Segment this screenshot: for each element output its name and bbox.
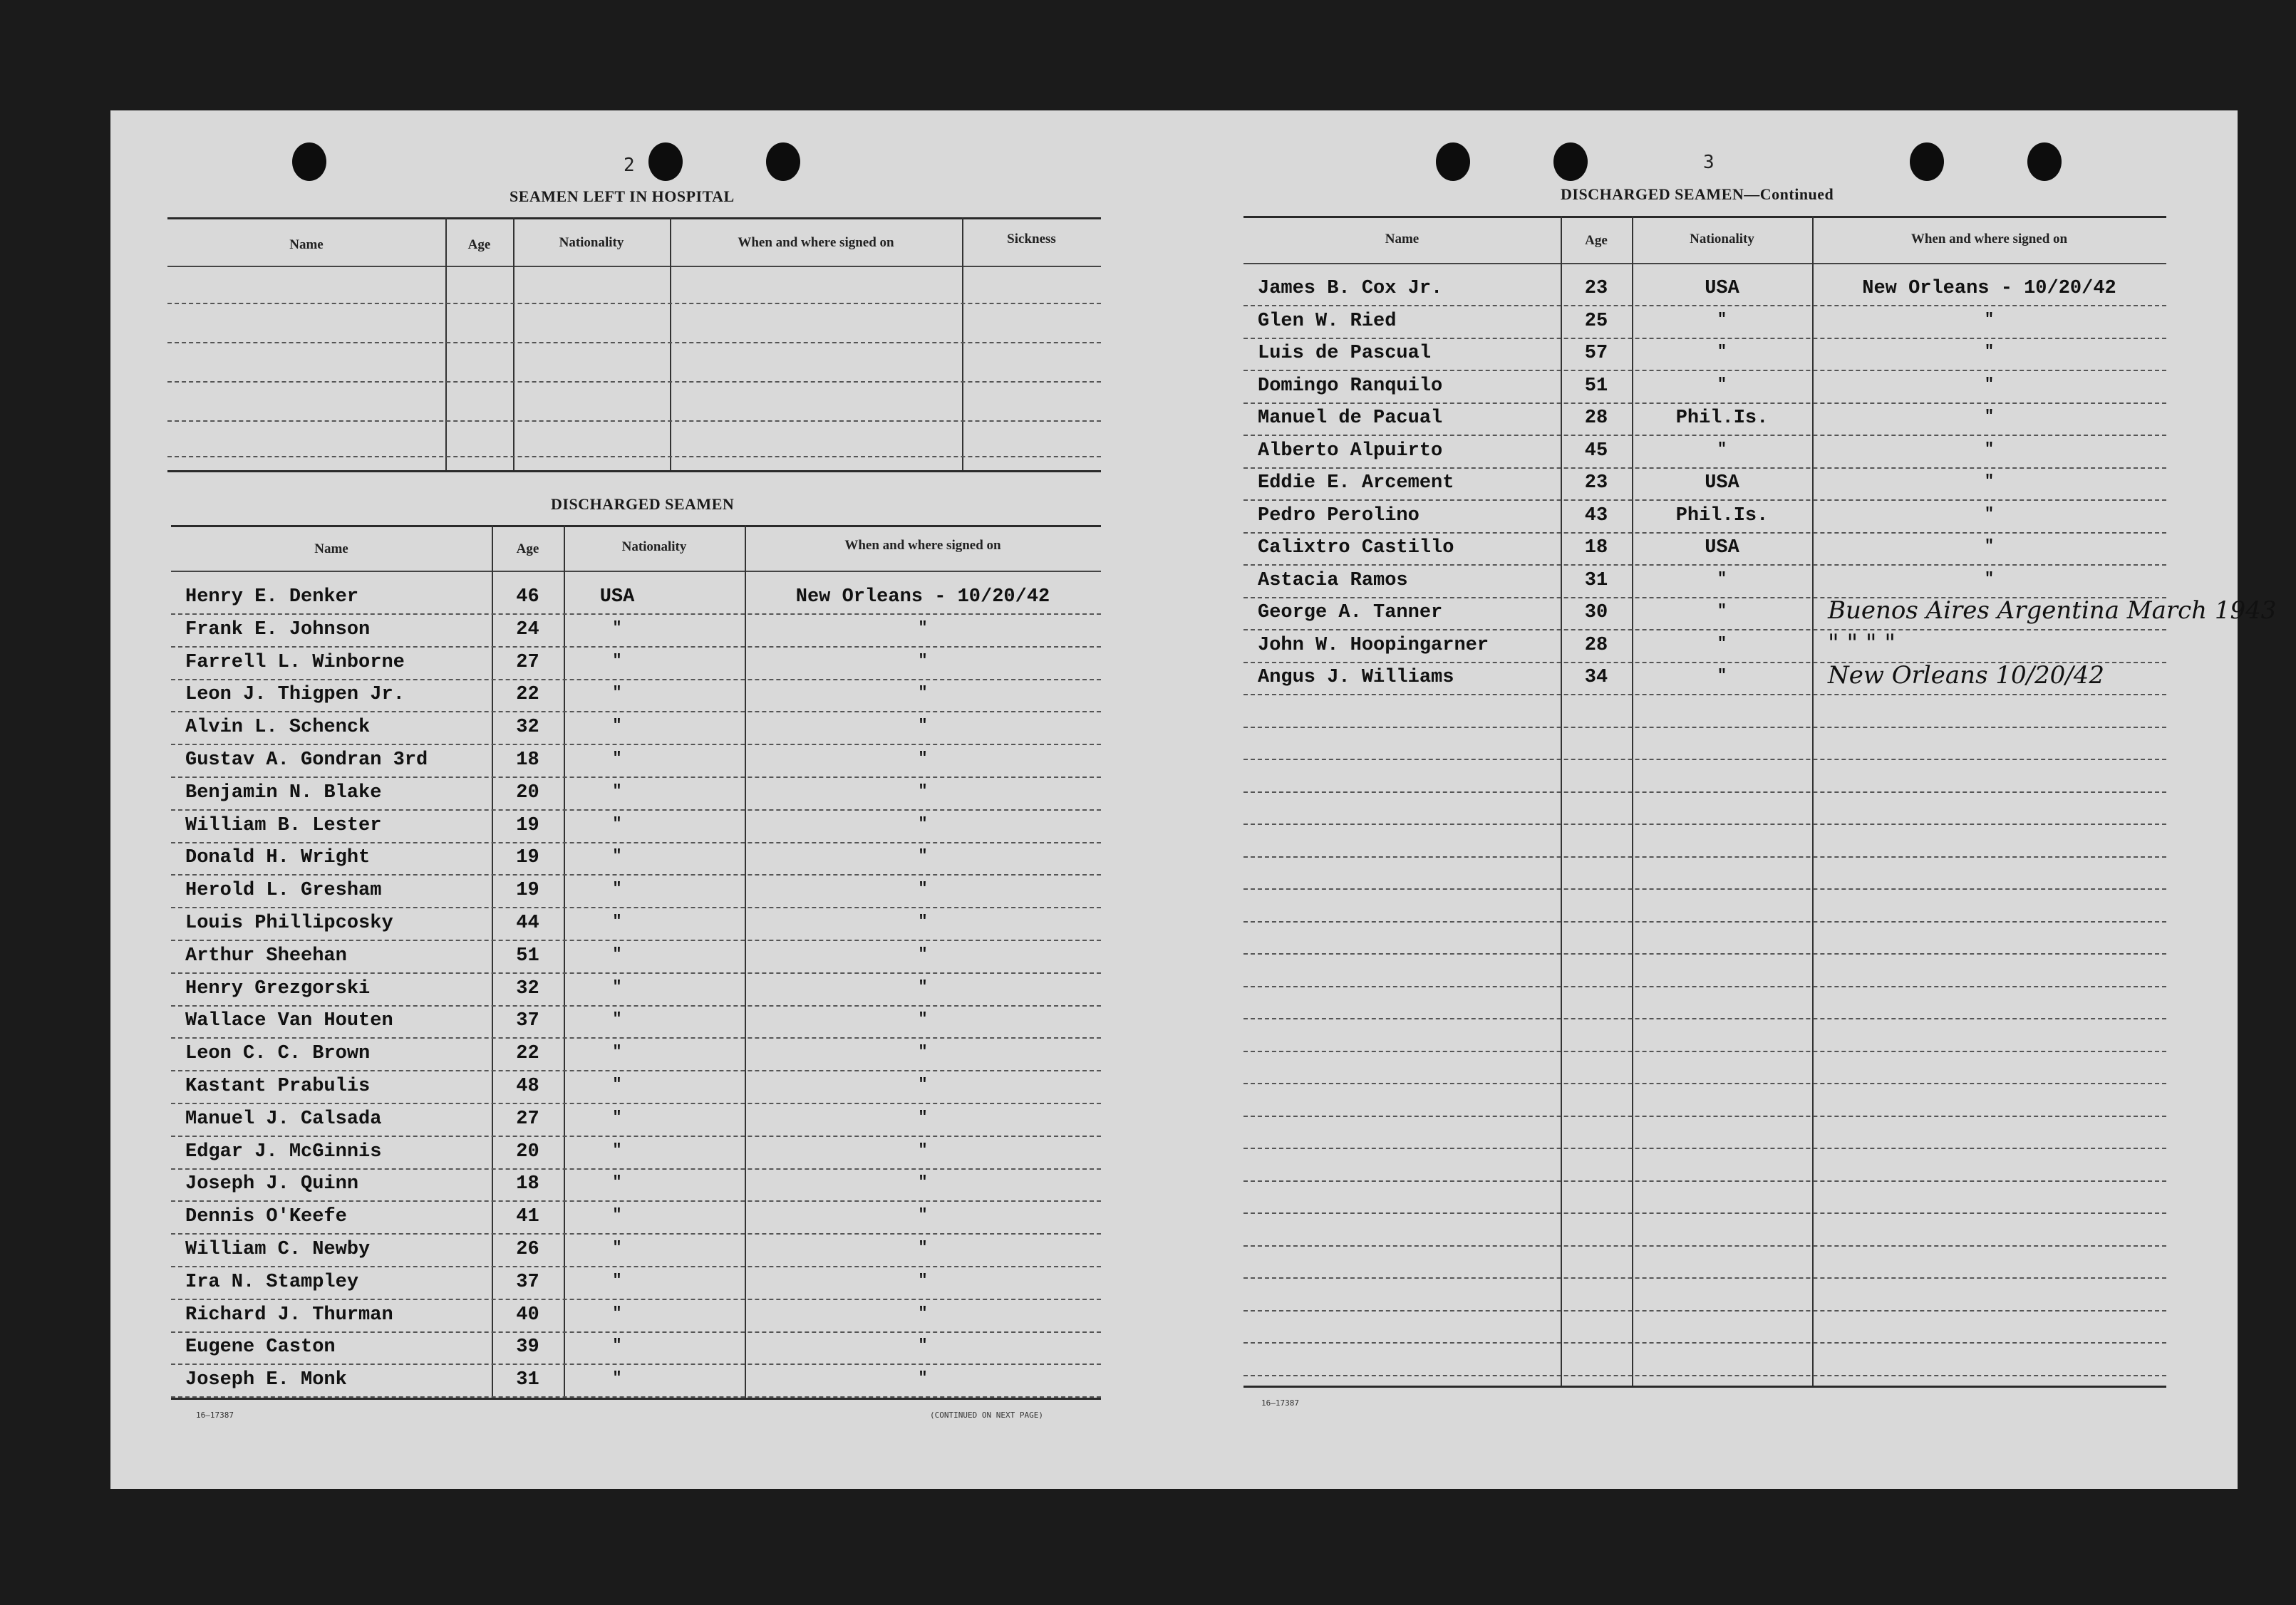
column-header-nationality: Nationality [1690,232,1754,246]
row-line [1243,1245,2166,1247]
form-number: 16—17387 [1261,1398,1299,1408]
row-line [1243,338,2166,339]
seaman-name: Alberto Alpuirto [1258,440,1443,462]
row-line [171,646,1101,648]
row-line [1243,467,2166,469]
seaman-nationality: " [612,1369,622,1387]
column-header-signed-on: When and where signed on [844,538,1001,553]
column-header-nationality: Nationality [559,235,624,250]
seaman-name: Alvin L. Schenck [185,717,371,738]
column-divider [670,217,671,470]
seaman-nationality: " [612,1173,622,1191]
seaman-name: Eugene Caston [185,1336,336,1358]
row-line [1243,759,2166,760]
row-line [1243,1277,2166,1279]
left-page [110,110,1176,1489]
seaman-signed-on: " [918,913,928,930]
seaman-nationality: " [1717,667,1727,685]
row-line [171,842,1101,843]
punch-hole [766,142,800,181]
seaman-age: 19 [516,847,539,868]
seaman-name: Gustav A. Gondran 3rd [185,749,428,771]
seaman-age: 45 [1584,440,1608,462]
seaman-name: Louis Phillipcosky [185,913,393,934]
discharged-section-title: DISCHARGED SEAMEN [551,495,735,513]
seaman-name: Edgar J. McGinnis [185,1141,382,1163]
seaman-age: 37 [516,1272,539,1293]
seaman-signed-on: " [918,1076,928,1094]
column-divider [445,217,447,470]
row-line [1243,305,2166,306]
row-line [1243,727,2166,728]
seaman-age: 43 [1584,505,1608,526]
row-line [171,679,1101,680]
column-header-signed-on: When and where signed on [1910,232,2068,246]
row-line [171,776,1101,778]
seaman-signed-on: " [918,619,928,637]
column-header-age: Age [467,237,491,252]
column-header-age: Age [1585,233,1608,248]
seaman-nationality: " [612,1010,622,1028]
row-line [171,1168,1101,1170]
seaman-nationality: " [612,782,622,800]
column-header-nationality: Nationality [621,539,687,554]
seaman-signed-on: " [918,652,928,670]
row-line [1243,662,2166,663]
seaman-name: Astacia Ramos [1258,570,1408,591]
seaman-age: 20 [516,782,539,804]
row-line [1243,986,2166,987]
row-line [171,1136,1101,1137]
seaman-age: 25 [1584,311,1608,332]
seaman-age: 19 [516,880,539,901]
row-line [171,972,1101,974]
row-line [167,381,1101,383]
table-rule [1243,1386,2166,1388]
seaman-age: 24 [516,619,539,640]
row-line [167,420,1101,422]
seaman-nationality: " [612,717,622,734]
row-line [1243,597,2166,598]
row-line [1243,532,2166,534]
seaman-age: 18 [516,749,539,771]
seaman-nationality: " [612,1239,622,1257]
seaman-signed-on-handwritten: " " " " [1828,629,1896,658]
seaman-signed-on: " [918,1010,928,1028]
seaman-name: Manuel J. Calsada [185,1108,382,1130]
row-line [171,1364,1101,1365]
seaman-nationality: " [612,619,622,637]
punch-hole [1553,142,1588,181]
seaman-name: Pedro Perolino [1258,505,1420,526]
seaman-signed-on: " [918,1173,928,1191]
column-header-name: Name [1385,232,1420,246]
row-line [1243,1342,2166,1344]
row-line [1243,1375,2166,1376]
seaman-signed-on: " [1984,375,1995,393]
seaman-name: Domingo Ranquilo [1258,375,1443,397]
seaman-nationality: USA [1705,278,1739,299]
seaman-signed-on-handwritten: New Orleans 10/20/42 [1828,661,2105,690]
row-line [1243,1051,2166,1052]
seaman-age: 57 [1584,343,1608,364]
seaman-name: George A. Tanner [1258,602,1443,623]
seaman-age: 22 [516,1043,539,1064]
seaman-signed-on: " [918,945,928,963]
seaman-signed-on: " [1984,407,1995,425]
row-line [1243,1083,2166,1084]
seaman-name: Luis de Pascual [1258,343,1432,364]
seaman-name: Dennis O'Keefe [185,1206,347,1227]
seaman-nationality: " [1717,343,1727,360]
seaman-signed-on: " [1984,343,1995,360]
row-line [167,456,1101,457]
seaman-nationality: " [612,913,622,930]
table-rule [167,470,1101,472]
seaman-signed-on: " [918,1206,928,1224]
row-line [171,874,1101,876]
row-line [1243,694,2166,695]
seaman-age: 51 [1584,375,1608,397]
column-header-name: Name [314,541,348,556]
row-line [171,1331,1101,1333]
column-header-name: Name [289,237,324,252]
row-line [171,1070,1101,1071]
seaman-name: Joseph J. Quinn [185,1173,359,1195]
seaman-signed-on: " [1984,570,1995,588]
seaman-signed-on: " [918,978,928,996]
seaman-name: Leon J. Thigpen Jr. [185,684,405,705]
row-line [1243,629,2166,630]
seaman-name: Henry Grezgorski [185,978,371,999]
punch-hole [1910,142,1944,181]
seaman-name: William B. Lester [185,815,382,836]
row-line [1243,402,2166,404]
row-line [1243,888,2166,890]
row-line [171,1396,1101,1398]
seaman-age: 28 [1584,635,1608,656]
seaman-nationality: " [1717,635,1727,653]
seaman-signed-on: " [918,1369,928,1387]
seaman-age: 26 [516,1239,539,1260]
row-line [167,342,1101,343]
column-header-age: Age [516,541,539,556]
seaman-nationality: " [1717,440,1727,458]
seaman-age: 51 [516,945,539,967]
seaman-age: 18 [516,1173,539,1195]
row-line [1243,1148,2166,1149]
seaman-age: 31 [516,1369,539,1391]
seaman-signed-on: " [918,1108,928,1126]
row-line [171,809,1101,811]
seaman-age: 19 [516,815,539,836]
page-number: 3 [1703,152,1715,173]
row-line [1243,791,2166,793]
seaman-signed-on-handwritten: Buenos Aires Argentina March 1943 [1828,596,2277,625]
table-rule [171,571,1101,572]
row-line [167,303,1101,304]
seaman-signed-on: " [918,749,928,767]
row-line [171,1299,1101,1300]
row-line [1243,1116,2166,1117]
seaman-age: 48 [516,1076,539,1097]
seaman-name: Herold L. Gresham [185,880,382,901]
row-line [171,1233,1101,1235]
column-divider [962,217,963,470]
seaman-signed-on: " [1984,440,1995,458]
row-line [1243,953,2166,955]
row-line [171,907,1101,908]
seaman-signed-on: " [918,815,928,833]
seaman-signed-on: " [918,1141,928,1159]
seaman-nationality: " [612,1304,622,1322]
row-line [171,940,1101,941]
seaman-signed-on: " [1984,311,1995,328]
table-rule [1243,216,2166,218]
row-line [1243,921,2166,923]
seaman-signed-on: New Orleans - 10/20/42 [1862,278,2116,299]
seaman-name: Calixtro Castillo [1258,537,1454,559]
seaman-signed-on: " [1984,505,1995,523]
seaman-signed-on: " [918,1043,928,1061]
row-line [171,613,1101,615]
seaman-nationality: " [612,945,622,963]
row-line [1243,564,2166,566]
row-line [171,1005,1101,1007]
seaman-name: John W. Hoopingarner [1258,635,1489,656]
seaman-name: Ira N. Stampley [185,1272,359,1293]
seaman-signed-on: " [918,782,928,800]
seaman-nationality: " [612,1043,622,1061]
row-line [171,1200,1101,1202]
seaman-name: Leon C. C. Brown [185,1043,371,1064]
seaman-nationality: " [1717,602,1727,620]
seaman-age: 20 [516,1141,539,1163]
seaman-age: 32 [516,717,539,738]
seaman-nationality: " [612,847,622,865]
seaman-name: Glen W. Ried [1258,311,1397,332]
row-line [171,1037,1101,1039]
row-line [1243,856,2166,858]
seaman-age: 44 [516,913,539,934]
seaman-age: 23 [1584,472,1608,494]
row-line [171,744,1101,745]
row-line [171,1266,1101,1267]
seaman-nationality: Phil.Is. [1675,505,1769,526]
column-header-sickness: Sickness [1007,232,1056,246]
seaman-nationality: " [612,1206,622,1224]
seaman-name: James B. Cox Jr. [1258,278,1443,299]
seaman-signed-on: " [918,880,928,898]
row-line [1243,1018,2166,1019]
seaman-age: 40 [516,1304,539,1326]
seaman-nationality: USA [1705,537,1739,559]
seaman-age: 39 [516,1336,539,1358]
table-rule [167,217,1101,219]
column-divider [513,217,514,470]
seaman-nationality: " [612,880,622,898]
seaman-signed-on: " [918,1336,928,1354]
punch-hole [1436,142,1470,181]
seaman-nationality: " [612,1076,622,1094]
row-line [1243,1180,2166,1182]
seaman-name: Manuel de Pacual [1258,407,1443,429]
seaman-name: Angus J. Williams [1258,667,1454,688]
seaman-nationality: " [612,815,622,833]
seaman-age: 41 [516,1206,539,1227]
seaman-name: William C. Newby [185,1239,371,1260]
table-rule [1243,263,2166,264]
row-line [171,711,1101,712]
seaman-name: Richard J. Thurman [185,1304,393,1326]
seaman-signed-on: " [1984,537,1995,555]
row-line [1243,370,2166,371]
seaman-name: Arthur Sheehan [185,945,347,967]
row-line [171,1103,1101,1104]
page-number: 2 [624,155,635,176]
punch-hole [2027,142,2062,181]
seaman-nationality: " [612,684,622,702]
row-line [1243,435,2166,436]
seaman-name: Joseph E. Monk [185,1369,347,1391]
seaman-age: 28 [1584,407,1608,429]
seaman-nationality: " [612,652,622,670]
seaman-signed-on: New Orleans - 10/20/42 [795,586,1050,608]
row-line [1243,824,2166,825]
seaman-nationality: " [1717,570,1727,588]
seaman-age: 30 [1584,602,1608,623]
seaman-signed-on: " [918,717,928,734]
row-line [1243,499,2166,501]
table-rule [167,266,1101,267]
seaman-signed-on: " [1984,472,1995,490]
seaman-age: 23 [1584,278,1608,299]
continued-note: (CONTINUED ON NEXT PAGE) [930,1411,1043,1420]
row-line [1243,1212,2166,1214]
seaman-age: 34 [1584,667,1608,688]
seaman-signed-on: " [918,1239,928,1257]
seaman-signed-on: " [918,684,928,702]
seaman-name: Kastant Prabulis [185,1076,371,1097]
column-header-signed-on: When and where signed on [738,235,894,250]
seaman-name: Benjamin N. Blake [185,782,382,804]
seaman-signed-on: " [918,847,928,865]
seaman-nationality: " [612,978,622,996]
seaman-name: Henry E. Denker [185,586,359,608]
seaman-nationality: USA [599,586,635,608]
row-line [1243,1310,2166,1311]
seaman-age: 32 [516,978,539,999]
page-title: DISCHARGED SEAMEN—Continued [1561,185,1834,203]
table-rule [171,1398,1101,1400]
seaman-nationality: " [1717,375,1727,393]
seaman-nationality: " [612,749,622,767]
right-page [1176,110,2277,1489]
seaman-nationality: " [1717,311,1727,328]
seaman-signed-on: " [918,1304,928,1322]
seaman-nationality: USA [1705,472,1739,494]
punch-hole [292,142,326,181]
seaman-nationality: " [612,1336,622,1354]
seaman-age: 27 [516,1108,539,1130]
seaman-name: Farrell L. Winborne [185,652,405,673]
seaman-age: 46 [516,586,539,608]
seaman-age: 37 [516,1010,539,1032]
hospital-section-title: SEAMEN LEFT IN HOSPITAL [510,187,735,205]
seaman-name: Wallace Van Houten [185,1010,393,1032]
form-number: 16—17387 [196,1411,234,1420]
seaman-nationality: Phil.Is. [1675,407,1769,429]
seaman-age: 22 [516,684,539,705]
seaman-name: Eddie E. Arcement [1258,472,1454,494]
seaman-nationality: " [612,1272,622,1289]
seaman-name: Frank E. Johnson [185,619,371,640]
seaman-age: 27 [516,652,539,673]
table-rule [171,525,1101,527]
punch-hole [648,142,683,181]
seaman-nationality: " [612,1141,622,1159]
seaman-age: 18 [1584,537,1608,559]
seaman-age: 31 [1584,570,1608,591]
seaman-nationality: " [612,1108,622,1126]
seaman-signed-on: " [918,1272,928,1289]
seaman-name: Donald H. Wright [185,847,371,868]
